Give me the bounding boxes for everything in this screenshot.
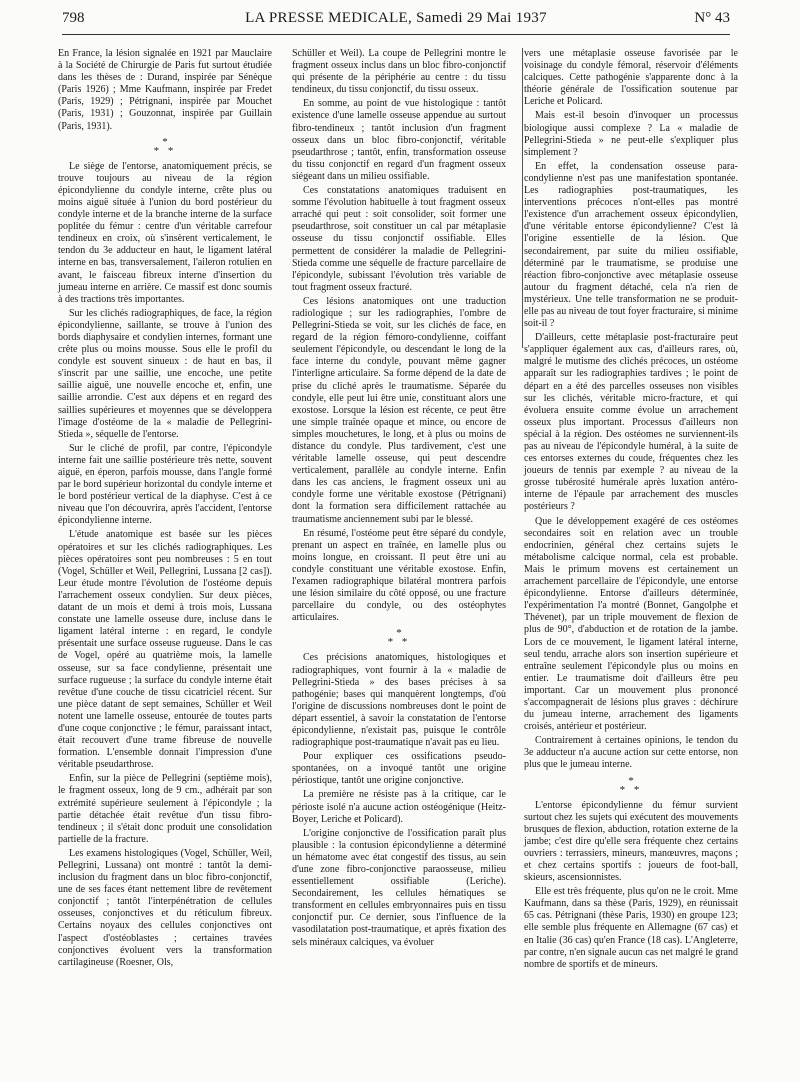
paragraph: En effet, la condensation osseuse para-condylienne n'est pas une manifestation spontanée. Les radiographies post-traumatiques, les interventions précoces n'ont-elles pas montré l'existence d'un arrachement osseux épicondylien, d'une véritable entorse épicondylienne? C'est là l'origine essentielle de la lésion. Que secondairement, par suite du milieu ossifiable, déterminé par le traumatisme, se produise une réaction fibro-conjonctive avec métaplasie osseuse autour du fragment détaché, cela n'a rien de mystérieux. Une telle transformation ne se produit-elle pas au niveau de tout foyer fracturaire, si minime soit-il ? bbox=[524, 160, 738, 330]
paragraph: Elle est très fréquente, plus qu'on ne le croit. Mme Kaufmann, dans sa thèse (Paris, 1929), en réunissait 65 cas. Pétrignani (thèse Paris, 1930) en groupe 123; elle semble plus fréquente en Allemagne (67 cas) et en Italie (36 cas) qu'en France (18 cas). L'Angleterre, par contre, n'en signale aucun cas net malgré le grand nombre de sportifs et de mineurs. bbox=[524, 886, 738, 970]
column-1 bbox=[58, 48, 272, 971]
page-header bbox=[62, 4, 730, 34]
paragraph: Le siège de l'entorse, anatomiquement précis, se trouve toujours au niveau de la région épicondylienne du condyle interne, crête plus ou moins aiguë située à l'union du bord postérieur du condyle interne et de la branche interne de la surface poplitée du fémur : centre d'un véritable carrefour tendineux en croix, où s'insèrent verticalement, le tendon du 3e adducteur en haut, le ligament latéral interne en bas, transversalement, l'aileron rotulien en avant, le faisceau fibreux interne d'insertion du jumeau interne en arrière. Ce massif est donc soumis à des tractions très importantes. bbox=[58, 160, 272, 305]
paragraph: Ces lésions anatomiques ont une traduction radiologique ; sur les radiographies, l'ombre de Pellegrini-Stieda se voit, sur les clichés de face, en regard de la région fémoro-condylienne, coiffant seulement l'épicondyle, ou descendant le long de la face interne du condyle, pouvant même gagner l'interligne articulaire. Sa forme dépend de la date de prise du cliché après le traumatisme. Séparée du condyle, elle peut lui être unie, constituant alors une exostose. Lorsque la lésion est récente, ce peut être une simple traînée opaque et mince, ou encore de simples mouchetures, le long, et à plus ou moins de distance du condyle. Plus tardivement, c'est une véritable lamelle osseuse, qui peut descendre verticalement, parallèle au condyle interne. Enfin dans les cas anciens, le fragment osseux uni au condyle forme une véritable exostose (Pétrignani) dont la formation sera difficilement rattachée au traumatisme anciennement subi par le blessé. bbox=[292, 295, 506, 525]
journal-title: LA PRESSE MEDICALE, Samedi 29 Mai 1937 bbox=[245, 10, 547, 26]
paragraph: Sur les clichés radiographiques, de face, la région épicondylienne, saillante, se trouve à l'union des bords diaphysaire et condylien internes, formant une crête plus ou moins mousse. Sous elle le profil du condyle est souvent sinueux : de haut en bas, il s'inscrit par une saillie, une encoche, une petite saillie aiguë, une nouvelle encoche et, enfin, une saillie arrondie. C'est aux dépens et en regard des saillies supérieures et moyennes que se développera l'image d'ostéome de la « maladie de Pellegrini-Stieda », séquelle de l'entorse. bbox=[58, 307, 272, 440]
paragraph: Les examens histologiques (Vogel, Schüller, Weil, Pellegrini, Lussana) ont montré : tantôt la demi-inclusion du fragment dans un bloc fibro-conjonctif, une de ses faces étant nettement libre de revêtement conjonctif ; tantôt l'interpénétration de cellules osseuses, conjonctives et du réticulum fibreux. Certains noyaux des cellules conjonctives ont l'aspect d'ostéoblastes ; certaines travées conjonctives évoluent vers la transformation cartilagineuse (Roesner, Ols, bbox=[58, 847, 272, 968]
paragraph: La première ne résiste pas à la critique, car le périoste isolé n'a aucune action ostéogénique (Heitz-Boyer, Leriche et Policard). bbox=[292, 789, 506, 825]
paragraph: L'entorse épicondylienne du fémur survient surtout chez les sujets qui exécutent des mouvements brusques de flexion, abduction, rotation externe de la jambe; c'est dire qu'elle sera fréquente chez certains ouvriers : terrassiers, mineurs, manœuvres, maçons ; et chez certains sportifs : joueurs de foot-ball, skieurs, ascensionnistes. bbox=[524, 799, 738, 884]
paragraph: L'origine conjonctive de l'ossification paraît plus plausible : la contusion épicondylienne a déterminé un hématome avec état congestif des tissus, au sein d'une zone fibro-conjonctive paraosseuse, milieu essentiellement ossifiable (Leriche). Secondairement, les cellules hématiques se transforment en cellules embryonnaires puis en tissu conjonctif pur. Ce dernier, sous l'influence de la vasodilatation post-traumatique, et après fixation des sels minéraux calciques, va évoluer bbox=[292, 827, 506, 948]
section-separator: * * * bbox=[619, 774, 643, 796]
paragraph: D'ailleurs, cette métaplasie post-fracturaire peut s'appliquer également aux cas, d'ailleurs rares, où, malgré le mutisme des clichés précoces, un ostéome apparaît sur les radiographies tardives ; le point de départ en a été des parcelles osseuses non visibles sur les clichés, véritable micro-fracture, et qui évoluera ensuite comme évolue un arrachement osseux plus important. Processus d'ailleurs non spécial à la région. Des ostéomes ne surviennent-ils pas au niveau de l'épicondyle huméral, à la suite de ces entorses externes du coude, fréquentes chez les joueurs de tennis par exemple ? au niveau de la grosse tubérosité humérale après luxation antéro-interne de l'épaule par arrachement des muscles postérieurs ? bbox=[524, 332, 738, 513]
issue-number: N° 43 bbox=[694, 10, 730, 26]
paragraph: En France, la lésion signalée en 1921 par Mauclaire à la Société de Chirurgie de Paris fut surtout étudiée dans les thèses de : Durand, inspirée par Sénèque (Paris 1926) ; Mme Kaufmann, inspirée par Fredet (Paris, 1929) ; Pétrignani, inspirée par Mouchet (Paris, 1931) ; Gouzonnat, inspirée par Guillain (Paris, 1931). bbox=[58, 48, 272, 132]
section-separator: * * * bbox=[153, 135, 177, 157]
section-separator: * * * bbox=[387, 627, 411, 649]
paragraph: En somme, au point de vue histologique : tantôt existence d'une lamelle osseuse appendue au surtout fibro-tendineux ; tantôt inclusion d'un fragment osseux dans un bloc fibro-conjonctif, véritable pseudarthrose ; tantôt, enfin, transformation osseuse du tissu conjonctif en regard d'un fragment osseux siégeant dans un milieu ossifiable. bbox=[292, 98, 506, 182]
header-rule bbox=[62, 34, 730, 35]
column-divider bbox=[522, 48, 523, 348]
paragraph: Mais est-il besoin d'invoquer un processus biologique aussi complexe ? La « maladie de Pellegrini-Stieda » ne peut-elle s'expliquer plus simplement ? bbox=[524, 110, 738, 158]
paragraph: Contrairement à certaines opinions, le tendon du 3e adducteur n'a aucune action sur cette entorse, non plus que le jumeau interne. bbox=[524, 735, 738, 771]
paragraph: L'étude anatomique est basée sur les pièces opératoires et sur les clichés radiographiques. Les pièces opératoires sont peu nombreuses : 5 en tout (Vogel, Schüller et Weil, Pellegrini, Lussana [2 cas]). Leur étude montre l'évolution de l'ostéome depuis l'arrachement osseux condylien. Sur deux pièces, datant de un mois et demi à trois mois, Lussana constate une lamelle osseuse dure, incluse dans le ligament latéral interne : en regard, le condyle présentait une surface osseuse rugueuse. Dans le cas de Vogel, opéré au quatrième mois, la lamelle osseuse, sur sa face condylienne, présentait une surface rugueuse ; la surface du condyle interne était revêtue d'une couche de tissu cicatriciel récent. Sur une pièce datant de sept semaines, Schüller et Weil notent une lamelle osseuse, entourée de toutes parts d'une coque conjonctive ; le fémur, paraissant intact, était recouvert d'une trame fibreuse de nouvelle formation. L'ensemble donnait l'impression d'une véritable pseudarthrose. bbox=[58, 529, 272, 771]
paragraph: Schüller et Weil). La coupe de Pellegrini montre le fragment osseux inclus dans un bloc fibro-conjonctif qui présente de la périphérie au centre : du tissu tendineux, du tissu conjonctif, du tissu osseux. bbox=[292, 48, 506, 96]
paragraph: vers une métaplasie osseuse favorisée par le voisinage du condyle fémoral, réservoir d'éléments calciques. Cette pathogénie s'apparente donc à la théorie générale de l'ossification soutenue par Leriche et Policard. bbox=[524, 48, 738, 108]
paragraph: Enfin, sur la pièce de Pellegrini (septième mois), le fragment osseux, long de 9 cm., adhérait par son extrémité supérieure seulement à l'épicondyle ; la partie détachée était revêtue d'un tissu fibro-tendineux ; il s'était donc produit une consolidation partielle de la fracture. bbox=[58, 773, 272, 845]
paragraph: Que le développement exagéré de ces ostéomes secondaires soit en relation avec un trouble endocrinien, général chez certains sujets le métabolisme calcique normal, cela est probable. Mais le primum movens est certainement un arrachement parcellaire de l'épicondyle, une entorse épicondylienne. Entorse d'ailleurs déterminée, l'expérimentation l'a montré (Bonnet, Gangolphe et Thévenet), par un triple mouvement de flexion de plus de 90°, d'abduction et de rotation de la jambe. Lors de ce mouvement, le ligament latéral interne, seul tendu, arrache alors son insertion supérieure et entraîne seulement l'épicondyle plus ou moins en entier. Le traumatisme doit d'ailleurs être peu important. Car un mouvement plus prononcé s'accompagnerait de lésions plus graves : déchirure du jumeau interne, arrachement des ligaments croisés, antérieur et postérieur. bbox=[524, 515, 738, 733]
paragraph: Sur le cliché de profil, par contre, l'épicondyle interne fait une saillie postérieure très nette, souvent aiguë, en éperon, parfois mousse, dans l'angle formé par le bord supérieur horizontal du condyle interne et le bord postérieur vertical de la diaphyse. C'est à ce niveau que l'on découvrira, après l'accident, l'entorse épicondylienne interne. bbox=[58, 442, 272, 527]
paragraph: Ces constatations anatomiques traduisent en somme l'évolution habituelle à tout fragment osseux arraché qui peut : soit consolider, soit former une pseudarthrose, soit constituer un cal par métaplasie osseuse du tissu conjonctif ossifiable. Elles permettent de considérer la maladie de Pellegrini-Stieda comme une séquelle de fracture parcellaire de l'épicondyle, subissant l'évolution très variable de tout fragment osseux fracturé. bbox=[292, 185, 506, 293]
paragraph: Pour expliquer ces ossifications pseudo-spontanées, on a invoqué tantôt une origine périostique, tantôt une origine conjonctive. bbox=[292, 751, 506, 787]
paragraph: Ces précisions anatomiques, histologiques et radiographiques, vont fournir à la « maladie de Pellegrini-Stieda » des bases précises à sa pathogénie; bases qui manquèrent longtemps, d'où l'origine de discussions nombreuses dont le point de départ essentiel, à savoir la constatation de l'entorse épicondylienne, n'existait pas, puisque le contrôle radiographique post-traumatique n'avait pas eu lieu. bbox=[292, 652, 506, 749]
column-2 bbox=[292, 48, 506, 951]
paragraph: En résumé, l'ostéome peut être séparé du condyle, prenant un aspect en traînée, en lamelle plus ou moins longue, en croissant. Il peut être uni au condyle constituant une véritable exostose. Enfin, l'examen radiographique bilatéral montrera parfois une lésion similaire du côté opposé, ou une fracture parcellaire du condyle, ou des ostéophytes articulaires. bbox=[292, 527, 506, 624]
page-number: 798 bbox=[62, 10, 85, 26]
column-3 bbox=[524, 48, 738, 973]
